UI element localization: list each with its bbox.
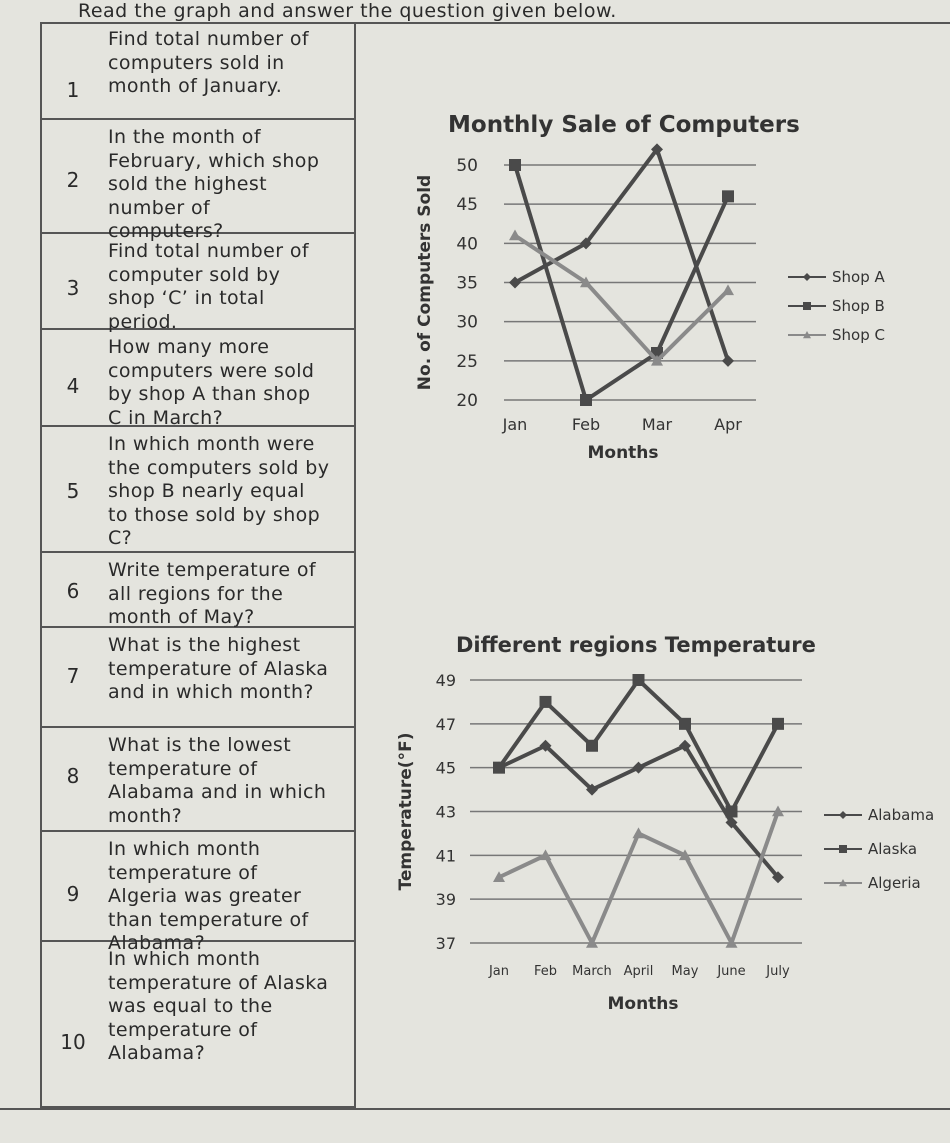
question-text: Find total number of computers sold in month of January. [108,28,309,97]
y-tick-label: 45 [435,758,456,778]
question-number: 1 [66,78,80,102]
x-tick-label: March [572,964,612,979]
y-tick-label: 30 [456,312,478,333]
legend-label: Alabama [868,806,935,824]
y-tick-label: 40 [456,234,478,255]
legend-label: Shop C [832,326,885,344]
question-text: In which month temperature of Alaska was equal to the temperature of Alabama? [108,948,329,1064]
data-point [509,230,521,241]
question-row [40,234,356,333]
x-tick-label: Jan [488,964,510,979]
y-tick-label: 41 [435,846,456,866]
legend-label: Algeria [868,874,921,892]
question-text: What is the lowest temperature of Alabama and in which month? [108,734,327,827]
question-row [40,120,356,242]
data-point [772,718,784,730]
temperature-chart [356,625,950,1025]
question-number: 10 [60,1030,86,1054]
y-tick-label: 50 [456,156,478,176]
x-tick-label: July [766,964,790,979]
data-point [580,394,592,406]
data-point [726,806,738,818]
question-text: In the month of February, which shop sold the highest number of computers? [108,126,320,242]
y-axis-label: No. of Computers Sold [415,174,435,391]
data-point [493,762,505,774]
x-axis-label: Months [607,994,679,1014]
x-tick-label: April [623,964,654,979]
y-axis-label: Temperature(°F) [396,732,416,891]
data-point [540,696,552,708]
temperature-svg [356,625,950,1025]
question-row [40,553,356,628]
legend-marker [839,811,847,819]
data-point [722,284,734,295]
x-tick-label: May [671,964,699,979]
question-number: 6 [66,579,80,603]
question-row [40,832,356,954]
question-row [40,628,356,728]
legend-marker [839,845,847,853]
question-number: 7 [66,664,80,688]
legend-label: Alaska [868,840,918,858]
page-heading: Read the graph and answer the question given below. [78,0,617,22]
y-tick-label: 45 [456,195,478,216]
x-axis-label: Months [587,443,659,463]
question-row [40,427,356,553]
legend-marker [803,302,811,310]
x-tick-label: June [717,964,746,979]
legend-label: Shop A [832,268,885,286]
question-row [40,330,356,427]
question-text: How many more computers were sold by shop A than shop C in March? [108,336,315,429]
chart-title: Different regions Temperature [456,633,816,657]
data-point [509,159,521,171]
question-row [40,728,356,832]
question-text: In which month temperature of Algeria was greater than temperature of Alabama? [108,838,309,954]
y-tick-label: 39 [435,890,456,910]
y-tick-label: 37 [435,934,456,953]
question-row [40,22,356,120]
data-point [633,762,645,774]
data-point [679,718,691,730]
data-point [722,190,734,202]
data-point [722,355,734,367]
x-tick-label: Mar [641,415,673,434]
bottom-divider [0,1108,950,1110]
computer-sales-chart [356,100,950,560]
y-tick-label: 43 [435,802,456,822]
question-row [40,942,356,1108]
y-tick-label: 49 [435,671,456,690]
question-text: Find total number of computer sold by shop ‘C’ in total period. [108,240,309,333]
chart-title: Monthly Sale of Computers [448,112,800,138]
question-text: In which month were the computers sold by shop B nearly equal to those sold by shop C? [108,433,330,549]
x-tick-label: Feb [533,964,558,979]
y-tick-label: 20 [456,391,478,411]
y-tick-label: 25 [456,351,478,372]
question-text: What is the highest temperature of Alaska and in which month? [108,634,329,703]
data-point [633,827,645,838]
data-point [633,674,645,686]
legend-marker [803,273,811,281]
data-point [586,740,598,752]
y-tick-label: 47 [435,714,456,734]
x-tick-label: Jan [502,415,528,434]
question-number: 3 [66,276,80,300]
y-tick-label: 35 [456,273,478,294]
question-text: Write temperature of all regions for the month of May? [108,559,316,628]
legend-label: Shop B [832,297,885,315]
question-number: 4 [66,374,80,398]
computer-sales-svg [356,100,950,560]
series-line [515,236,728,361]
x-tick-label: Feb [571,415,601,434]
question-number: 9 [66,882,80,906]
question-number: 5 [66,479,80,503]
question-number: 2 [66,168,80,192]
question-number: 8 [66,764,80,788]
x-tick-label: Apr [714,415,742,434]
